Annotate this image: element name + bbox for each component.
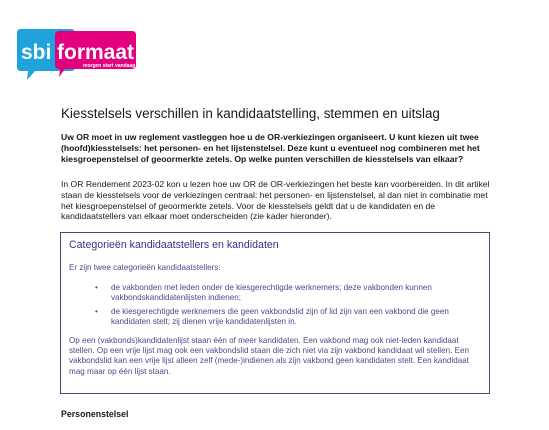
article-intro: Uw OR moet in uw reglement vastleggen hoe u de OR-verkiezingen organiseert. U kunt kiezen uit twee (hoofd)kiesstelsels: het personen- en het lijstenstelsel. Deze kunt u eventueel nog combineren met het kiesgroepenstelsel of geoormerkte zetels. Op welke punten verschillen de kiesstelsels van elkaar?	[61, 132, 480, 164]
info-box-title: Categorieën kandidaatstellers en kandidaten	[69, 239, 279, 251]
info-box-list	[69, 283, 480, 327]
info-box-lead: Er zijn twee categorieën kandidaatstellers:	[69, 263, 221, 272]
section-heading: Personenstelsel	[61, 409, 129, 419]
logo-tagline: morgen start vandaag	[83, 63, 136, 69]
bullet-icon: •	[95, 306, 98, 316]
bullet-icon: •	[95, 283, 98, 293]
article-body: In OR Rendement 2023-02 kon u lezen hoe uw OR de OR-verkiezingen het beste kan voorbereiden. In dit artikel staan de kiesstelsels voor de verkiezingen centraal: het personen- en lijstenstelsel, al dan niet in combinatie met het kiesgroepenstelsel of geoormerkte zetels. Voor de kiesstelsels geldt dat u de kandidaten en de kandidaatstellers van elkaar moet onderscheiden (zie kader hieronder).	[61, 179, 490, 222]
info-box-closing: Op een (vakbonds)kandidatenlijst staan één of meer kandidaten. Een vakbond mag ook niet-leden kandidaat stellen. Op een vrije lijst mag ook een vakbondslid staan die zich niet via zijn vakbond kandidaat wil stellen. Een vakbondslid kan een vrije lijst alleen zelf (mede-)indienen als zijn vakbond geen kandidaten stelt. Een kandidaat mag maar op één lijst staan.	[69, 336, 469, 376]
article-title: Kiesstelsels verschillen in kandidaatstelling, stemmen en uitslag	[61, 106, 440, 121]
list-item-text: de vakbonden met leden onder de kiesgerechtigde werknemers; deze vakbonden kunnen vakbondskandidatenlijsten indienen;	[111, 283, 432, 303]
list-item	[95, 307, 480, 327]
list-item	[95, 283, 480, 303]
sbi-formaat-logo	[15, 27, 140, 83]
info-box	[60, 232, 490, 394]
logo-text-sbi: sbi	[21, 41, 52, 64]
logo-text-formaat: formaat	[57, 41, 135, 64]
list-item-text: de kiesgerechtigde werknemers die geen vakbondslid zijn of lid zijn van een vakbond die geen kandidaten stelt; zij dienen vrije kandidatenlijsten in.	[111, 306, 449, 326]
